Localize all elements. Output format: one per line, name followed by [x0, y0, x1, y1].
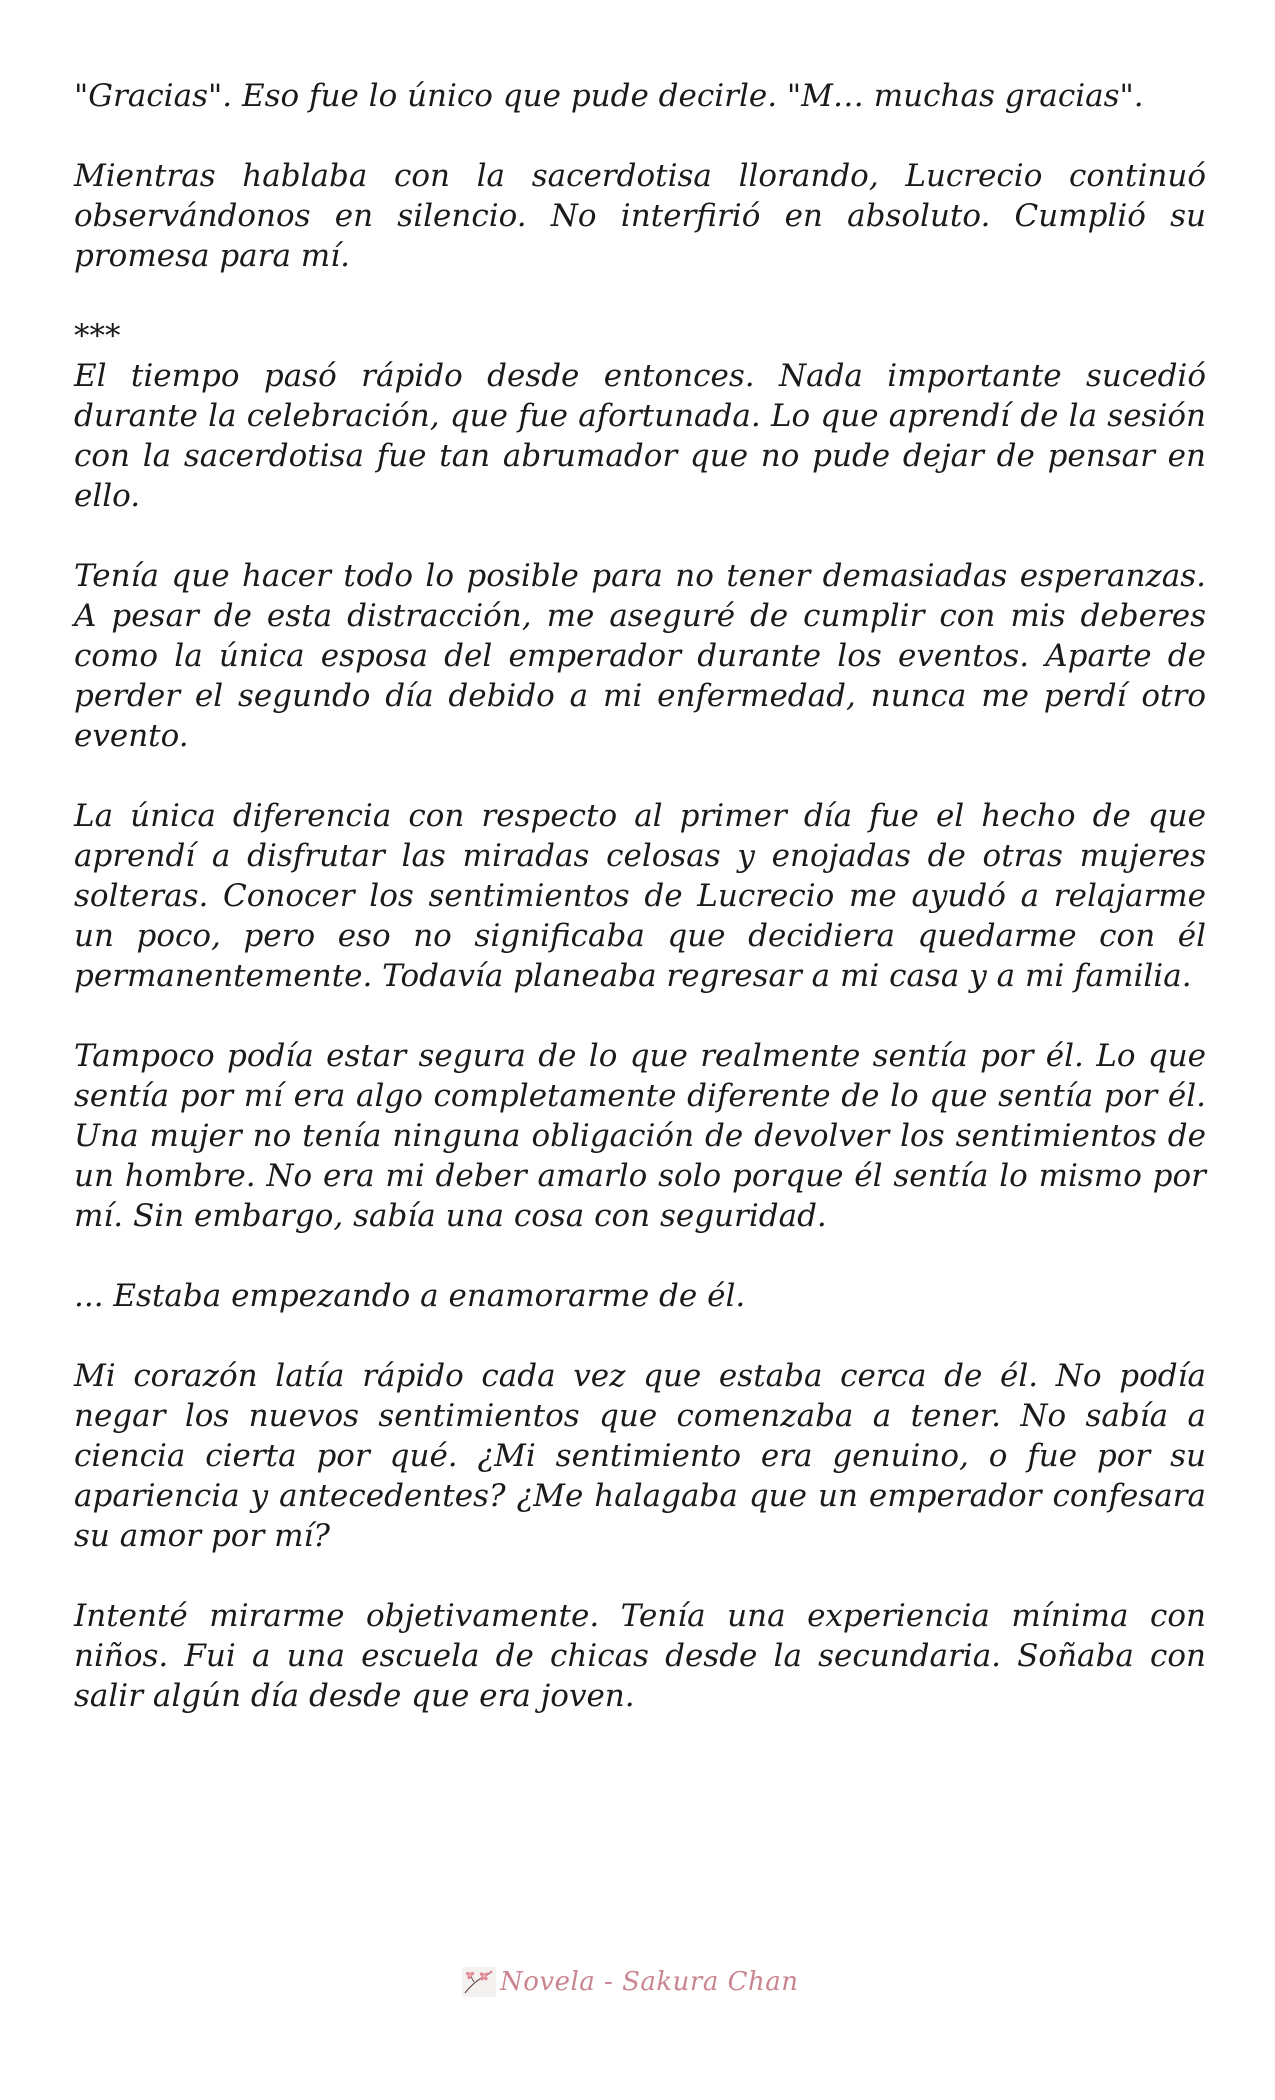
paragraph: Tenía que hacer todo lo posible para no tener demasiadas esperanzas. A pesar de esta distracción, me aseguré de cumplir con mis deberes como la única esposa del emperador durante los eventos. Aparte de perder el segundo día debido a mi enfermedad, nunca me perdí otro evento. — [74, 558, 1206, 754]
paragraph: Intenté mirarme objetivamente. Tenía una experiencia mínima con niños. Fui a una escuela de chicas desde la secundaria. Soñaba con salir algún día desde que era joven. — [74, 1598, 1206, 1714]
cherry-blossom-icon — [462, 1967, 496, 1997]
footer-watermark — [462, 1962, 842, 2002]
paragraph: "Gracias". Eso fue lo único que pude decirle. "M… muchas gracias". — [74, 78, 1144, 114]
section-separator: *** — [74, 318, 121, 354]
paragraph: ... Estaba empezando a enamorarme de él. — [74, 1278, 746, 1314]
watermark-text: Novela - Sakura Chan — [500, 1967, 799, 1997]
body-text — [74, 76, 1206, 1716]
paragraph: El tiempo pasó rápido desde entonces. Nada importante sucedió durante la celebración, que fue afortunada. Lo que aprendí de la sesión con la sacerdotisa fue tan abrumador que no pude dejar de pensar en ello. — [74, 358, 1206, 514]
paragraph: Mi corazón latía rápido cada vez que estaba cerca de él. No podía negar los nuevos sentimientos que comenzaba a tener. No sabía a ciencia cierta por qué. ¿Mi sentimiento era genuino, o fue por su apariencia y antecedentes? ¿Me halagaba que un emperador confesara su amor por mí? — [74, 1358, 1206, 1554]
paragraph: Tampoco podía estar segura de lo que realmente sentía por él. Lo que sentía por mí era algo completamente diferente de lo que sentía por él. Una mujer no tenía ninguna obligación de devolver los sentimientos de un hombre. No era mi deber amarlo solo porque él sentía lo mismo por mí. Sin embargo, sabía una cosa con seguridad. — [74, 1038, 1206, 1234]
paragraph: Mientras hablaba con la sacerdotisa llorando, Lucrecio continuó observándonos en silencio. No interfirió en absoluto. Cumplió su promesa para mí. — [74, 158, 1206, 274]
paragraph: La única diferencia con respecto al primer día fue el hecho de que aprendí a disfrutar las miradas celosas y enojadas de otras mujeres solteras. Conocer los sentimientos de Lucrecio me ayudó a relajarme un poco, pero eso no significaba que decidiera quedarme con él permanentemente. Todavía planeaba regresar a mi casa y a mi familia. — [74, 798, 1206, 994]
